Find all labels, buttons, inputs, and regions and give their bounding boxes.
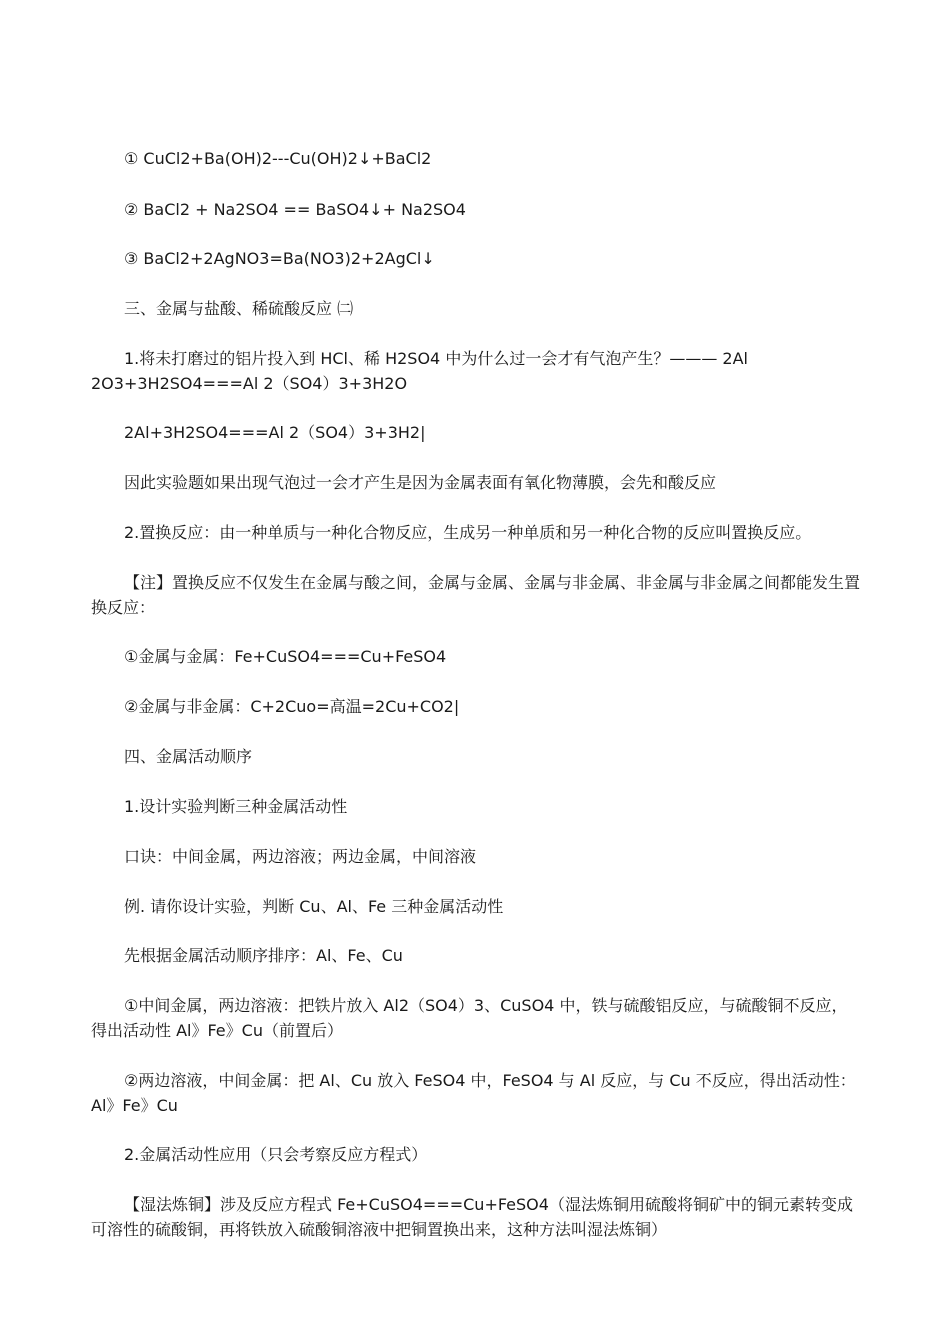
wet-copper-smelting: 【湿法炼铜】涉及反应方程式 Fe+CuSO4===Cu+FeSO4（湿法炼铜用硫酸将铜矿中的铜元素转变成可溶性的硫酸铜，再将铁放入硫酸铜溶液中把铜置换出来，这种方法叫湿法炼铜）	[91, 1195, 853, 1239]
equation-2: ② BaCl2 + Na2SO4 == BaSO4↓+ Na2SO4	[124, 200, 466, 219]
subheading-application: 2.金属活动性应用（只会考察反应方程式）	[124, 1145, 428, 1164]
order-sorting: 先根据金属活动顺序排序：Al、Fe、Cu	[124, 946, 403, 965]
example-question: 例. 请你设计实验，判断 Cu、Al、Fe 三种金属活动性	[124, 897, 504, 916]
question-1: 1.将未打磨过的铝片投入到 HCl、稀 H2SO4 中为什么过一会才有气泡产生？——— 2Al2O3+3H2SO4===Al 2（SO4）3+3H2O	[91, 349, 748, 393]
method-1: ①中间金属，两边溶液：把铁片放入 Al2（SO4）3、CuSO4 中，铁与硫酸铝反应，与硫酸铜不反应，得出活动性 Al》Fe》Cu（前置后）	[91, 996, 848, 1040]
equation-1: ① CuCl2+Ba(OH)2---Cu(OH)2↓+BaCl2	[124, 149, 432, 168]
explanation-1: 因此实验题如果出现气泡过一会才产生是因为金属表面有氧化物薄膜，会先和酸反应	[124, 473, 717, 492]
mnemonic: 口诀：中间金属，两边溶液；两边金属，中间溶液	[124, 847, 477, 866]
section-heading-4: 四、金属活动顺序	[124, 747, 253, 766]
example-metal-nonmetal: ②金属与非金属：C+2Cuo=高温=2Cu+CO2|	[124, 697, 460, 716]
section-heading-3: 三、金属与盐酸、稀硫酸反应 ㈡	[124, 299, 354, 318]
note-displacement: 【注】置换反应不仅发生在金属与酸之间，金属与金属、金属与非金属、非金属与非金属之间都能发生置换反应：	[91, 573, 861, 617]
example-metal-metal: ①金属与金属：Fe+CuSO4===Cu+FeSO4	[124, 647, 447, 666]
equation-4: 2Al+3H2SO4===Al 2（SO4）3+3H2|	[124, 423, 426, 442]
method-2: ②两边溶液，中间金属：把 Al、Cu 放入 FeSO4 中，FeSO4 与 Al 反应，与 Cu 不反应，得出活动性：Al》Fe》Cu	[91, 1071, 856, 1115]
subheading-design: 1.设计实验判断三种金属活动性	[124, 797, 348, 816]
definition-displacement: 2.置换反应：由一种单质与一种化合物反应，生成另一种单质和另一种化合物的反应叫置换反应。	[124, 523, 812, 542]
equation-3: ③ BaCl2+2AgNO3=Ba(NO3)2+2AgCl↓	[124, 249, 435, 268]
